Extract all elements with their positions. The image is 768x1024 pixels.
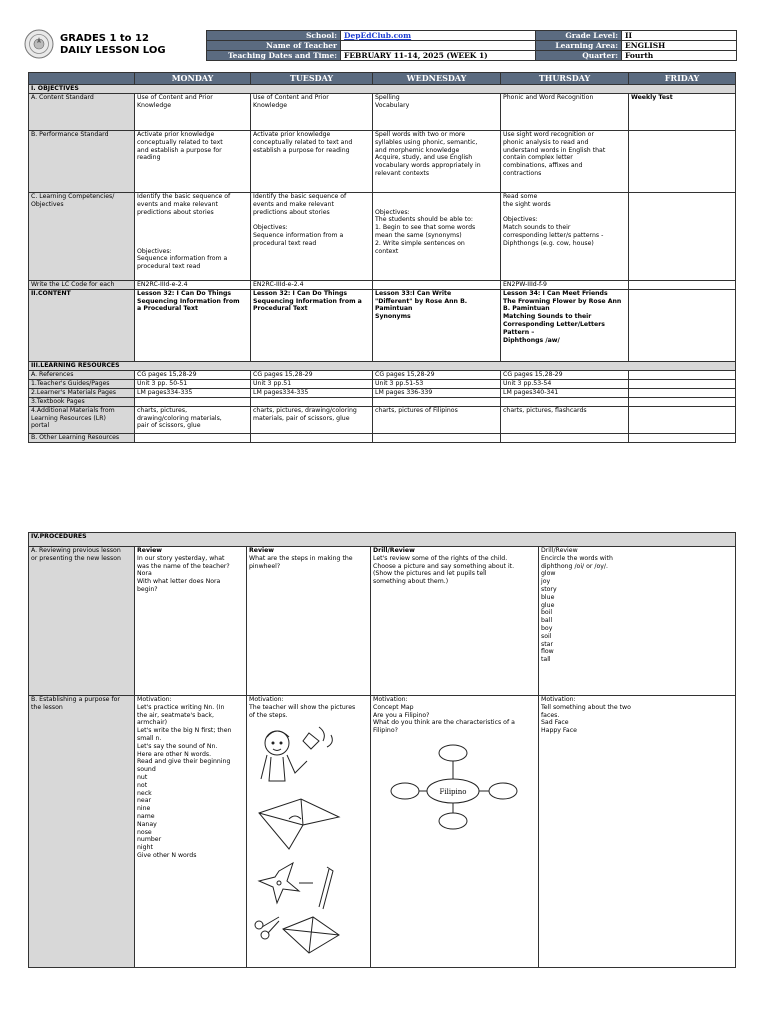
textbook-pages-thu (501, 397, 629, 406)
performance-standard-tue: Activate prior knowledge conceptually related to text and establish a purpose for reading (251, 131, 373, 193)
school-value (341, 31, 536, 41)
school-label: School: (207, 31, 341, 41)
references-tue: CG pages 15,28-29 (251, 370, 373, 379)
content-wed: Lesson 33:I Can Write "Different" by Rose Ann B. Pamintuan Synonyms (373, 289, 501, 361)
quarter-label: Quarter: (536, 51, 622, 61)
concept-map-node-right (489, 783, 517, 799)
lc-code-tue: EN2RC-IIId-e-2.4 (251, 281, 373, 290)
deped-seal (24, 29, 54, 59)
references-thu: CG pages 15,28-29 (501, 370, 629, 379)
day-header-monday: MONDAY (135, 73, 251, 85)
textbook-pages-tue (251, 397, 373, 406)
resources-section: III.LEARNING RESOURCES (29, 361, 736, 370)
teachers-guide-mon: Unit 3 pp. 50-51 (135, 379, 251, 388)
additional-materials-thu: charts, pictures, flashcards (501, 406, 629, 433)
content-standard-label: A. Content Standard (29, 94, 135, 131)
grade-level-value: II (622, 31, 737, 41)
reviewing-mon-body: In our story yesterday, what was the name of the teacher? Nora With what letter does Nora begin? (137, 554, 230, 593)
purpose-wed-body: Motivation: Concept Map Are you a Filipino? What do you think are the characteristics of a Filipino? (373, 696, 515, 735)
header-info-table (206, 30, 737, 61)
lc-code-thu: EN2PW-IIId-f-9 (501, 281, 629, 290)
dates-label: Teaching Dates and Time: (207, 51, 341, 61)
performance-standard-mon: Activate prior knowledge conceptually related to text and establish a purpose for reading (135, 131, 251, 193)
day-header-friday: FRIDAY (629, 73, 736, 85)
teacher-label: Name of Teacher (207, 41, 341, 51)
purpose-wed (371, 696, 539, 968)
reviewing-wed (371, 547, 539, 696)
pinwheel-icon (259, 863, 333, 909)
concept-map-center-label: Filipino (439, 787, 467, 796)
references-label: A. References (29, 370, 135, 379)
competencies-label: C. Learning Competencies/ Objectives (29, 193, 135, 281)
textbook-pages-wed (373, 397, 501, 406)
purpose-tue (247, 696, 371, 968)
competencies-tue: Identify the basic sequence of events and make relevant predictions about stories Objectives: Sequence information from a procedural text read (251, 193, 373, 281)
lc-code-mon: EN2RC-IIId-e-2.4 (135, 281, 251, 290)
other-resources-wed (373, 433, 501, 442)
reviewing-tue (247, 547, 371, 696)
day-header-tuesday: TUESDAY (251, 73, 373, 85)
content-standard-wed: Spelling Vocabulary (373, 94, 501, 131)
content-mon: Lesson 32: I Can Do Things Sequencing Information from a Procedural Text (135, 289, 251, 361)
references-wed: CG pages 15,28-29 (373, 370, 501, 379)
references-mon: CG pages 15,28-29 (135, 370, 251, 379)
teachers-guide-tue: Unit 3 pp.51 (251, 379, 373, 388)
quarter-value: Fourth (622, 51, 737, 61)
content-standard-tue: Use of Content and Prior Knowledge (251, 94, 373, 131)
reviewing-wed-body: Let's review some of the rights of the child. Choose a picture and say something about it. (Show the pictures and let pupils tell something about them.) (373, 554, 515, 586)
concept-map-node-top (439, 745, 467, 761)
reviewing-thu: Drill/Review Encircle the words with diphthong /oi/ or /oy/. glow joy story blue glue boil ball boy soil star flow tall (539, 547, 736, 696)
reviewing-tue-title: Review (249, 547, 275, 554)
form-title-line1: GRADES 1 to 12 (60, 33, 149, 44)
day-header-wednesday: WEDNESDAY (373, 73, 501, 85)
performance-standard-wed: Spell words with two or more syllables using phonic, semantic, and morphemic knowledge Acquire, study, and use English vocabulary words appropriately in relevant contexts (373, 131, 501, 193)
additional-materials-label: 4.Additional Materials from Learning Resources (LR) portal (29, 406, 135, 433)
day-header-blank (29, 73, 135, 85)
learners-materials-thu: LM pages340-341 (501, 388, 629, 397)
references-fri (629, 370, 736, 379)
performance-standard-thu: Use sight word recognition or phonic analysis to read and understand words in English that contain complex letter combinations, affixes and contractions (501, 131, 629, 193)
textbook-pages-label: 3.Textbook Pages (29, 397, 135, 406)
concept-map (373, 741, 533, 831)
learners-materials-tue: LM pages334-335 (251, 388, 373, 397)
content-fri (629, 289, 736, 361)
learners-materials-fri (629, 388, 736, 397)
teachers-guide-wed: Unit 3 pp.51-53 (373, 379, 501, 388)
scissors-icon (255, 917, 339, 953)
teachers-guide-label: 1.Teacher's Guides/Pages (29, 379, 135, 388)
content-label: II.CONTENT (29, 289, 135, 361)
lc-code-fri (629, 281, 736, 290)
other-resources-tue (251, 433, 373, 442)
dates-value: FEBRUARY 11-14, 2025 (WEEK 1) (341, 51, 536, 61)
other-resources-label: B. Other Learning Resources (29, 433, 135, 442)
learners-materials-wed: LM pages 336-339 (373, 388, 501, 397)
other-resources-mon (135, 433, 251, 442)
folded-paper-icon (259, 799, 339, 849)
procedures-table (28, 532, 736, 968)
lesson-log-table (28, 72, 736, 443)
content-standard-thu: Phonic and Word Recognition (501, 94, 629, 131)
lc-code-wed (373, 281, 501, 290)
form-title (60, 33, 166, 57)
objectives-section: I. OBJECTIVES (29, 85, 736, 94)
other-resources-thu (501, 433, 629, 442)
reviewing-label: A. Reviewing previous lesson or presenting the new lesson (29, 547, 135, 696)
performance-standard-label: B. Performance Standard (29, 131, 135, 193)
content-standard-fri: Weekly Test (629, 94, 736, 131)
performance-standard-fri (629, 131, 736, 193)
competencies-thu: Read some the sight words Objectives: Match sounds to their corresponding letter/s patterns - Diphthongs (e.g. cow, house) (501, 193, 629, 281)
learners-materials-mon: LM pages334-335 (135, 388, 251, 397)
concept-map-node-bottom (439, 813, 467, 829)
purpose-tue-body: Motivation: The teacher will show the pictures of the steps. (249, 696, 356, 719)
content-thu: Lesson 34: I Can Meet Friends The Frowning Flower by Rose Ann B. Pamintuan Matching Sounds to their Corresponding Letter/Letters Pattern – Diphthongs /aw/ (501, 289, 629, 361)
competencies-fri (629, 193, 736, 281)
reviewing-wed-title: Drill/Review (373, 547, 415, 554)
teachers-guide-fri (629, 379, 736, 388)
additional-materials-fri (629, 406, 736, 433)
content-tue: Lesson 32: I Can Do Things Sequencing Information from a Procedural Text (251, 289, 373, 361)
learners-materials-label: 2.Learner's Materials Pages (29, 388, 135, 397)
purpose-thu: Motivation: Tell something about the two faces. Sad Face Happy Face (539, 696, 736, 968)
reviewing-mon-title: Review (137, 547, 163, 554)
concept-map-node-left (391, 783, 419, 799)
additional-materials-tue: charts, pictures, drawing/coloring materials, pair of scissors, glue (251, 406, 373, 433)
other-resources-fri (629, 433, 736, 442)
textbook-pages-mon (135, 397, 251, 406)
form-title-line2: DAILY LESSON LOG (60, 45, 166, 56)
teachers-guide-thu: Unit 3 pp.53-54 (501, 379, 629, 388)
pinwheel-steps-illustration (249, 721, 359, 961)
additional-materials-wed: charts, pictures of Filipinos (373, 406, 501, 433)
competencies-mon: Identify the basic sequence of events and make relevant predictions about stories Objectives: Sequence information from a procedural text read (135, 193, 251, 281)
learning-area-value: ENGLISH (622, 41, 737, 51)
lc-code-label: Write the LC Code for each (29, 281, 135, 290)
reviewing-tue-body: What are the steps in making the pinwheel? (249, 554, 353, 570)
competencies-wed: Objectives: The students should be able to: 1. Begin to see that some words mean the same (synonyms) 2. Write simple sentences on context (373, 193, 501, 281)
textbook-pages-fri (629, 397, 736, 406)
school-link[interactable]: DepEdClub.com (344, 31, 412, 40)
procedures-section: IV.PROCEDURES (29, 533, 736, 547)
content-standard-mon: Use of Content and Prior Knowledge (135, 94, 251, 131)
grade-level-label: Grade Level: (536, 31, 622, 41)
girl-pinwheel-icon (261, 727, 332, 781)
teacher-value (341, 41, 536, 51)
day-header-thursday: THURSDAY (501, 73, 629, 85)
purpose-label: B. Establishing a purpose for the lesson (29, 696, 135, 968)
reviewing-mon (135, 547, 247, 696)
additional-materials-mon: charts, pictures, drawing/coloring materials, pair of scissors, glue (135, 406, 251, 433)
learning-area-label: Learning Area: (536, 41, 622, 51)
purpose-mon: Motivation: Let's practice writing Nn. (In the air, seatmate's back, armchair) Let's write the big N first; then small n. Let's say the sound of Nn. Here are other N words. Read and give their beginning sound nut not neck near nine name Nanay nose number night Give other N words (135, 696, 247, 968)
